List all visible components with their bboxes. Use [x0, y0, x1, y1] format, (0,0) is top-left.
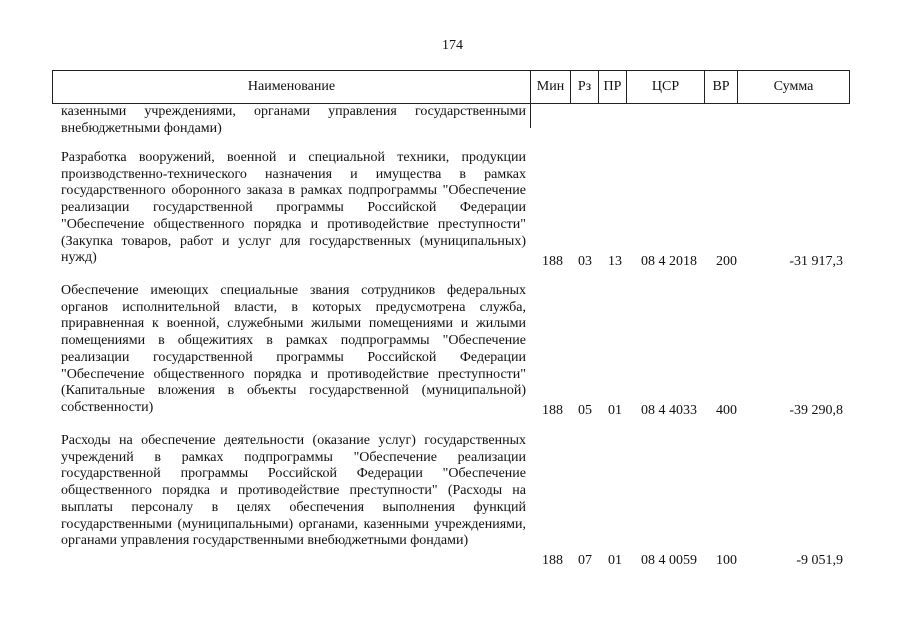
row-name: Разработка вооружений, военной и специальной техники, продукции производственно-технического назначения и имущества в рамках государственного оборонного заказа в рамках подпрограммы "Обеспечение реализации государственной программы Российской Федерации "Обеспечение общественного порядка и противодействие преступности" (Закупка товаров, работ и услуг для государственных (муниципальных) нужд): [61, 150, 526, 266]
row-csr: 08 4 2018: [641, 254, 697, 270]
row-csr: 08 4 0059: [641, 553, 697, 569]
header-sum: Сумма: [773, 79, 814, 94]
row-rz: 05: [578, 403, 592, 419]
row-vr: 100: [716, 553, 737, 569]
row-csr: 08 4 4033: [641, 403, 697, 419]
row-min: 188: [542, 254, 563, 270]
row-sum: -39 290,8: [789, 403, 843, 419]
row-name: Расходы на обеспечение деятельности (оказание услуг) государственных учреждений в рамках подпрограммы "Обеспечение реализации государственной программы Российской Федерации "Обеспечение общественного порядка и противодействие преступности" (Расходы на выплаты персоналу в целях обеспечения выполнения функций государственными (муниципальными) органами, казенными учреждениями, органами управления государственными внебюджетными фондами): [61, 433, 526, 549]
continuation-text: казенными учреждениями, органами управления государственными внебюджетными фондами): [61, 104, 526, 136]
table-row: [0, 433, 905, 570]
row-vr: 400: [716, 403, 737, 419]
row-name: Обеспечение имеющих специальные звания сотрудников федеральных органов исполнительной власти, в которых предусмотрена служба, приравненная к военной, служебными жилыми помещениями и жилыми помещениями в общежитиях в рамках подпрограммы "Обеспечение реализации государственной программы Российской Федерации "Обеспечение общественного порядка и противодействие преступности" (Капитальные вложения в объекты государственной (муниципальной) собственности): [61, 283, 526, 415]
table-header: [52, 70, 850, 104]
row-pr: 01: [608, 403, 622, 419]
row-vr: 200: [716, 254, 737, 270]
row-rz: 07: [578, 553, 592, 569]
table-row: [0, 150, 905, 271]
page-number: 174: [442, 38, 463, 53]
header-pr: ПР: [599, 71, 627, 103]
header-name: Наименование: [53, 71, 531, 103]
row-sum: -31 917,3: [789, 254, 843, 270]
row-min: 188: [542, 403, 563, 419]
row-rz: 03: [578, 254, 592, 270]
row-sum: -9 051,9: [796, 553, 843, 569]
continuation-row: [0, 104, 905, 138]
table-row: [0, 283, 905, 420]
row-min: 188: [542, 553, 563, 569]
header-vr: ВР: [705, 71, 738, 103]
header-rz: Рз: [571, 71, 599, 103]
row-pr: 01: [608, 553, 622, 569]
row-pr: 13: [608, 254, 622, 270]
header-min: Мин: [531, 71, 571, 103]
header-csr: ЦСР: [627, 71, 705, 103]
